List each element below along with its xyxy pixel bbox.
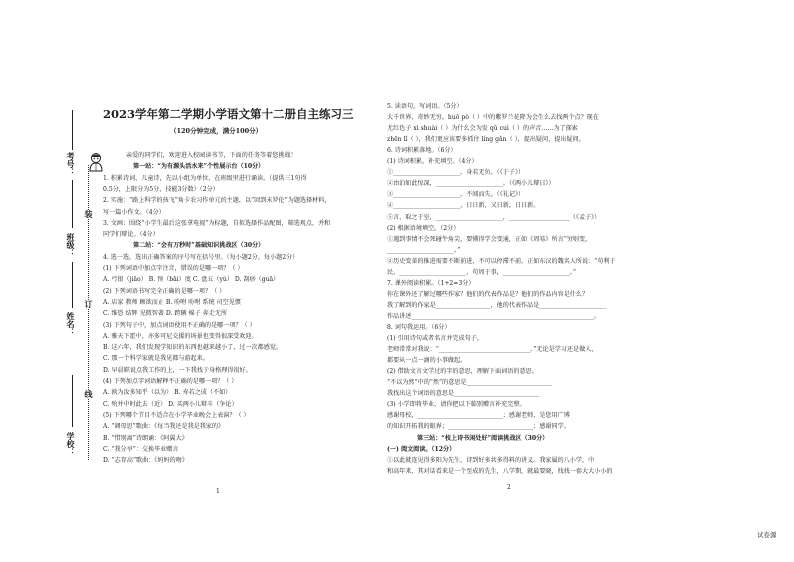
question-line: (2) 借助文言文学过的字的意思，理解下面词语的意思。 xyxy=(387,368,538,376)
page-title: 2023学年第二学期小学语文第十二册自主练习三 xyxy=(103,107,354,121)
question-line: ①______________________，身若无负。（《于子》） xyxy=(387,169,525,177)
question-line: C. 维恐 结辉 见微智著 D. 跨辆 棉子 奔走无所 xyxy=(103,310,228,318)
question-line: A. 弓银（jiāo） B. 预（bāi）度 C. 盘五（yù） D. 刮痧（guā） xyxy=(103,276,280,284)
question-line: B. 这六年，我们发现学知识的东西也越来越小了，过一次都感觉。 xyxy=(103,344,282,352)
section-heading: 第一站：“为有源头活水来”个性展示台（10分） xyxy=(133,163,265,171)
cut-mark-3: 线 xyxy=(84,390,94,398)
question-line: 4. 选一选，选出正确答案的序号写在括号里。（每小题2分，每小题2分） xyxy=(103,253,299,261)
question-line: 2. 实施：“路上科学的孩飞”角卡农习作单元的主题，以“回到未罗伦”为题选择材料， xyxy=(103,197,331,205)
question-line: 你在课外还了解过哪些作家？他们的代表作品是？他们的作品内容是什么？ xyxy=(387,290,589,298)
question-line: 6. 诗词积累落地。（6分） xyxy=(387,147,457,155)
question-line: “不以为然”中的“然”的意思是____________________________ xyxy=(387,379,552,387)
section-heading: 第二站：“会有万秒时”基础知识挑战区（30分） xyxy=(133,242,265,250)
cut-mark-1: 装 xyxy=(84,210,94,218)
question-line: (3) 下列句子中，加点词语使用不正确的是哪一项？（ ） xyxy=(103,321,256,329)
student-avatar-icon xyxy=(88,152,104,172)
question-line: 同学们辩论。（4分） xyxy=(103,231,159,239)
question-line: ②历史变革的推进需要不断前进，不可以停滞不前，正如东汉的魏名人所说：“苟利于 xyxy=(387,257,616,265)
question-line: (5) 下列哪个节目不适合在小学毕业晚会上表演？（ ） xyxy=(103,411,250,419)
question-line: 和高年来，其对话看来是一个至成的先生，八学期，就最要晓，找找一套大大小小的 xyxy=(387,467,613,475)
class-label: 班级： xyxy=(66,233,76,257)
question-line: (1) 下列词语中加点字注音，错误的是哪一项？（ ） xyxy=(103,265,244,272)
question-line: 的知识开拓我的眼界；____________________________；感谢同学。 xyxy=(387,423,570,431)
question-line: D. “志存高”歌曲：《妈妈的吻》 xyxy=(103,457,188,465)
question-line: (2) 根据语境填空。（2分） xyxy=(387,224,460,232)
question-line: (1) 诗词积累，补充填空。（4分） xyxy=(387,158,478,166)
question-line: 1. 积累诗词，儿童诗，先以小组为单位，在班级里进行诵读。（提供三1句得 xyxy=(103,174,307,182)
page-subtitle: （120分钟完成，满分100分） xyxy=(170,127,263,135)
page-number-2: 2 xyxy=(507,484,511,491)
question-line: D. 早晨职说点我工作的上，一下我找于身格理得很好。 xyxy=(103,366,252,374)
question-line: (4) 下列加点字词语解释不正确的是哪一项？（ ） xyxy=(103,378,238,385)
question-line: 3. 文画：围绕“小学生最后这张拿电视”为标题，自拟选择作品配图，筛选观点，并和 xyxy=(103,219,331,227)
question-line: zhēn lǐ（ ），我们更应该要多抓住 líng gǎn（ ），提出疑问，提出疑问。 xyxy=(387,136,585,144)
question-line: 8. 词句我运用。（6分） xyxy=(387,324,451,331)
footer-watermark: 试卷源 xyxy=(757,531,777,539)
question-line: 0.5分，上限分为5分，技能3分数）（2分） xyxy=(103,185,219,193)
page-number-1: 1 xyxy=(216,488,220,495)
question-line: C. 那一个科学家就是我见都与游起来。 xyxy=(103,355,209,363)
question-line: (一) 阅文阅读。（12分） xyxy=(387,445,456,453)
question-line: 我了解到的作家是__________________，他的代表作品是______________________ xyxy=(387,301,607,309)
question-line: ①以此就连见得多阳为先生，诗到好多共多得料的讲义。我家属的八小学，中 xyxy=(387,456,595,464)
question-line: 大千世界，奇妙无穷。huō pò（ ）中的紫罗兰花降为会生么去找两个点？现在 xyxy=(387,114,599,122)
class-line xyxy=(72,180,73,228)
question-line: ②由泊如此惊深，______________________。（《两小儿辩日》） xyxy=(387,180,555,188)
section-heading: 第三站：“枝上诗书闲处好”阅读挑战区（30分） xyxy=(417,434,549,442)
exam-no-line xyxy=(72,110,73,150)
exam-no-label: 考号： xyxy=(66,152,76,176)
question-line: C. “我分享”：交换毕业赠言 xyxy=(103,445,179,453)
question-line: ④______________________，日日新，又日新，日日新。 xyxy=(387,202,540,210)
question-line: ______________________。” xyxy=(387,246,461,254)
school-line xyxy=(72,375,73,427)
question-line: (1) 引用诗句或者名言并完成句子。 xyxy=(387,335,483,343)
question-line: ③______________________，不闻而失。（《礼记》） xyxy=(387,191,525,199)
cut-mark-2: 订 xyxy=(84,300,94,308)
question-line: C. 殆并中时此去（近） D. 买两小儿辩斗（争论） xyxy=(103,400,238,408)
question-line: A. 店家 教师 顾欲而止 B. 吩咐 吩咐 系统 司空见惯 xyxy=(103,298,241,306)
greeting-line: 亲爱的同学们，欢迎进入校园读书节，下面的任务等着您挑战！ xyxy=(126,152,297,159)
question-line: ⑤言，取之于室，______________________，____________________（《孟子》） xyxy=(387,213,601,221)
name-label: 姓名： xyxy=(66,312,76,336)
question-line: 7. 课外阅读积累。（1+2=3分） xyxy=(387,279,475,287)
question-line: 作品讲述____________________________________________________________。 xyxy=(387,312,601,320)
question-line: 都要从一点一滴的小事做起。 xyxy=(387,357,467,365)
name-line xyxy=(72,262,73,308)
question-line: (3) 小学即将毕业，请你把以下临别赠言补充完整。 xyxy=(387,401,526,409)
question-line: 5. 读语句，写词语。（5分） xyxy=(387,103,463,110)
question-line: A. 雅天下霍中，亦多可尼交援的场景也变得很深受欢迎。 xyxy=(103,332,258,340)
binding-strip xyxy=(0,0,100,562)
question-line: 老师常常对我说：“______________________________。”无论是学习还是做人， xyxy=(387,346,598,354)
question-line: ①遇到事情不会死碰牛角尖，要懂得学会变通，正如《周易》所言“穷则变， xyxy=(387,235,592,243)
question-line: 我找出这个词语的意思是____________________________ xyxy=(387,390,540,398)
question-line: (2) 下列词语书写完全正确的是哪一项？（ ） xyxy=(103,287,226,295)
question-line: 感谢母校，____________________________；感谢老师，是您用广博 xyxy=(387,412,570,420)
question-line: B. “惜别离”诗朗诵：《阿翼大》 xyxy=(103,434,188,442)
question-line: 尤红色子 xì shuài（ ）为什么会为发 qǔ cuì（ ）的声音……为了探索 xyxy=(387,125,578,133)
question-line: A. 孰为汝多知乎（以为） B. 寿若之成（不如） xyxy=(103,389,232,397)
question-line: 写一篇小作文。（4分） xyxy=(103,208,165,216)
question-line: 民，______________________，苟周于事，______________________。” xyxy=(387,268,576,276)
question-line: A. “调母思”歌曲：《每当我还是我是我家的》 xyxy=(103,423,225,431)
school-label: 学校： xyxy=(66,432,76,456)
